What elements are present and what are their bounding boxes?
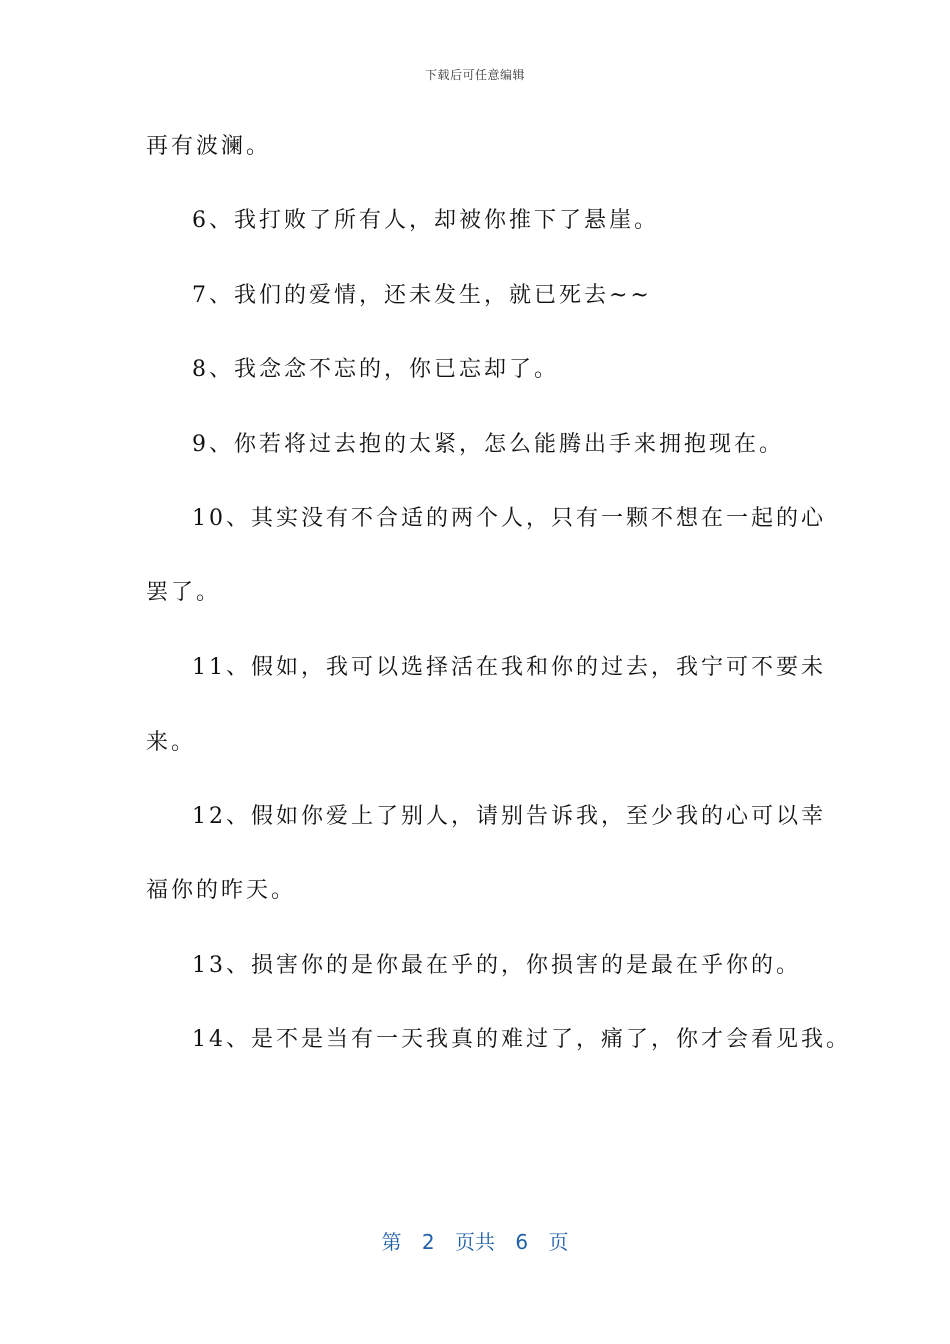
text-line-8: 11、假如，我可以选择活在我和你的过去，我宁可不要未 <box>192 655 826 680</box>
text-line-10: 12、假如你爱上了别人，请别告诉我，至少我的心可以幸 <box>192 804 826 829</box>
text-line-2: 6、我打败了所有人，却被你推下了悬崖。 <box>192 208 659 233</box>
text-line-1: 再有波澜。 <box>146 134 272 159</box>
text-line-6: 10、其实没有不合适的两个人，只有一颗不想在一起的心 <box>192 506 826 531</box>
text-line-7: 罢了。 <box>146 580 222 605</box>
header-note: 下载后可任意编辑 <box>424 68 525 82</box>
page-footer <box>0 1226 950 1255</box>
text-line-5: 9、你若将过去抱的太紧，怎么能腾出手来拥抱现在。 <box>192 432 784 457</box>
text-line-9: 来。 <box>146 730 197 755</box>
text-line-4: 8、我念念不忘的，你已忘却了。 <box>192 357 559 382</box>
footer-total-pages: 6 <box>515 1230 529 1254</box>
footer-middle: 页共 <box>455 1230 495 1254</box>
text-line-3: 7、我们的爱情，还未发生，就已死去~~ <box>192 283 652 308</box>
text-line-13: 14、是不是当有一天我真的难过了，痛了，你才会看见我。 <box>192 1027 851 1052</box>
footer-prefix: 第 <box>381 1230 402 1254</box>
text-line-11: 福你的昨天。 <box>146 878 297 903</box>
text-line-12: 13、损害你的是你最在乎的，你损害的是最在乎你的。 <box>192 953 801 978</box>
footer-suffix: 页 <box>548 1230 569 1254</box>
footer-page-number: 2 <box>421 1230 435 1254</box>
